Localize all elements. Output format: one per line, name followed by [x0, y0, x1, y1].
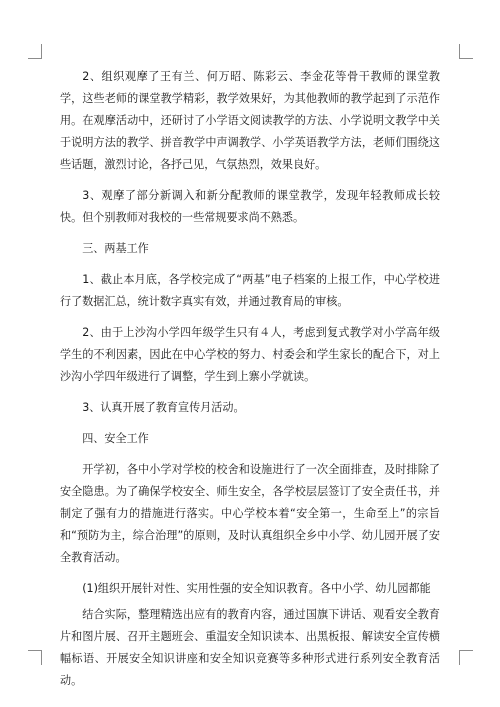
crop-mark-bottom-left — [28, 650, 42, 665]
section-heading-safety: 四、安全工作 — [82, 432, 149, 445]
paragraph-safety-inspection: 开学初，各中小学对学校的校舍和设施进行了一次全面排查，及时排除了安全隐患。为了确保学校安全、师生安全，各学校层层签订了安全责任书，并制定了强有力的措施进行落实。中心学校本着“安全第一，生命至上”的宗旨和“预防为主，综合治理”的原则，及时认真组织全乡中小学、幼儿园开展了安全教育活动。 — [60, 463, 440, 564]
crop-mark-top-left — [28, 44, 42, 59]
paragraph-observe-backbone-teachers: 2、组织观摩了王有兰、何万昭、陈彩云、李金花等骨干教师的课堂教学，这些老师的课堂教学精彩，教学效果好，为其他教师的教学起到了示范作用。在观摩活动中，还研讨了小学语文阅读教学的方法、小学说明文教学中关于说明方法的教学、拼音教学中声调教学、小学英语教学方法，老师们围绕这些话题，激烈讨论，各抒己见，气氛热烈，效果良好。 — [60, 70, 440, 171]
document-body — [60, 66, 440, 701]
paragraph-observe-new-teachers: 3、观摩了部分新调入和新分配教师的课堂教学，发现年轻教师成长较快。但个别教师对我校的一些常规要求尚不熟悉。 — [60, 189, 440, 224]
crop-mark-top-right — [459, 44, 473, 59]
section-heading-liangji: 三、两基工作 — [82, 242, 149, 255]
crop-mark-bottom-right — [459, 650, 473, 665]
paragraph-safety-education-forms: 结合实际，整理精选出应有的教育内容，通过国旗下讲话、观看安全教育片和图片展、召开主题班会、重温安全知识读本、出黑板报、解读安全宣传横幅标语、开展安全知识讲座和安全知识竞赛等多种形式进行系列安全教育活动。 — [60, 608, 440, 687]
paragraph-publicity-month: 3、认真开展了教育宣传月活动。 — [82, 401, 245, 414]
paragraph-electronic-archives: 1、截止本月底，各学校完成了“两基”电子档案的上报工作，中心学校进行了数据汇总，统计数字真实有效，并通过教育局的审核。 — [60, 273, 440, 308]
paragraph-grade-adjustment: 2、由于上沙沟小学四年级学生只有４人，考虑到复式教学对小学高年级学生的不利因素，因此在中心学校的努力、村委会和学生家长的配合下，对上沙沟小学四年级进行了调整，学生到上寨小学就读。 — [60, 326, 440, 383]
paragraph-safety-education-item: (1)组织开展针对性、实用性强的安全知识教育。各中小学、幼儿园都能 — [82, 582, 431, 595]
